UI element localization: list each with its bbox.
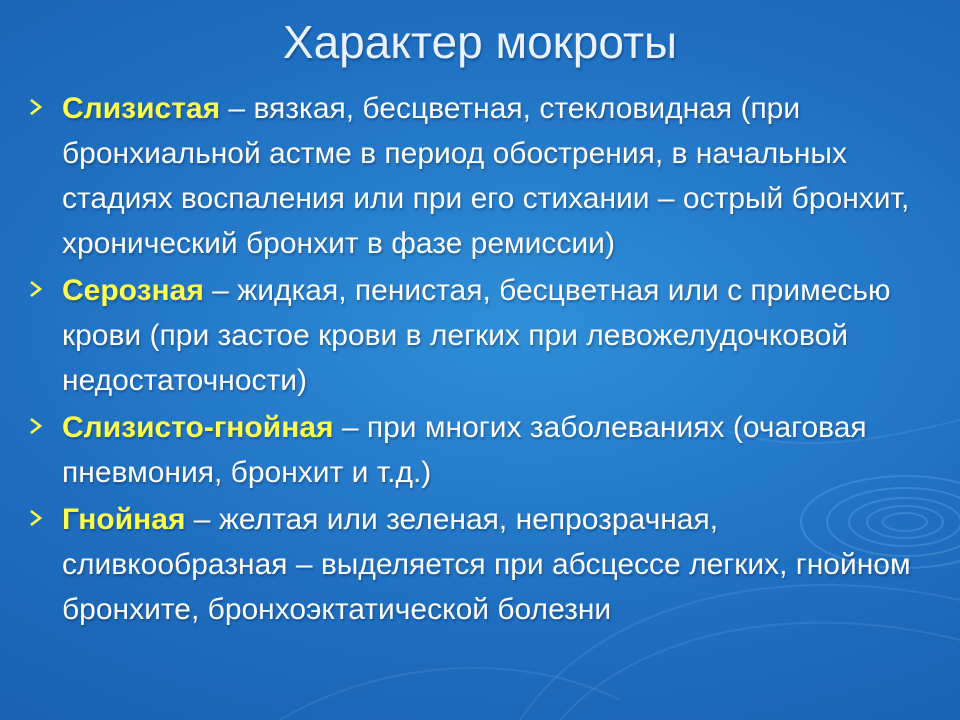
bullet-list: [0, 86, 960, 634]
list-item: [0, 497, 960, 632]
arrow-bullet-icon: [28, 97, 44, 117]
term-description: – вязкая, бесцветная, стекловидная (при бронхиальной астме в период обострения, в начальных стадиях воспаления или при его стихании – острый бронхит, хронический бронхит в фазе ремиссии): [62, 92, 910, 260]
list-item: [0, 86, 960, 266]
list-item: [0, 405, 960, 495]
term-description: – желтая или зеленая, непрозрачная, сливкообразная – выделяется при абсцессе легких, гнойном бронхите, бронхоэктатической болезни: [62, 503, 911, 626]
arrow-bullet-icon: [28, 508, 44, 528]
term-label: Слизисто-гнойная: [62, 411, 334, 444]
slide-title: Характер мокроты: [282, 16, 678, 68]
term-label: Серозная: [62, 274, 204, 307]
term-label: Гнойная: [62, 503, 186, 536]
term-label: Слизистая: [62, 92, 221, 125]
list-item: [0, 268, 960, 403]
arrow-bullet-icon: [28, 416, 44, 436]
term-description: – жидкая, пенистая, бесцветная или с примесью крови (при застое крови в легких при левожелудочковой недостаточности): [62, 274, 891, 397]
arrow-bullet-icon: [28, 279, 44, 299]
term-description: – при многих заболеваниях (очаговая пневмония, бронхит и т.д.): [62, 411, 867, 489]
